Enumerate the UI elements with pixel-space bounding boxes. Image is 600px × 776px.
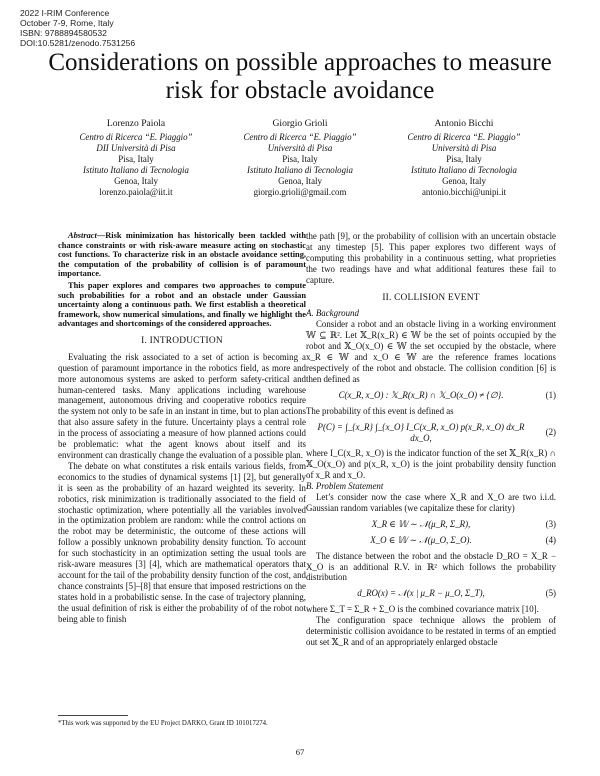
body-paragraph: Evaluating the risk associated to a set of action is becoming a question of paramount importance in the robotics field, as more and more autonomous systems are asked to perform safety-critical and human-centered tasks. Many applications including warehouse management, autonomous driving and cooperative robotics require the system not only to be safe in an instant in time, but to plan actions that also assure safety in the future. Uncertainty plays a central role in the process of associating a measure of how planned actions could be problematic: what the agent knows about itself and its environment can drastically change the evaluation of a possible plan. (58, 351, 306, 460)
body-paragraph: where I_C(x_R, x_O) is the indicator function of the set 𝕏_R(x_R) ∩ 𝕏_O(x_O) and p(x_R, x_O) is the joint probability density function of x_R and x_O. (306, 448, 556, 481)
author-email: giorgio.grioli@gmail.com (253, 187, 347, 197)
location: Pisa, Italy (282, 154, 318, 164)
author-email: lorenzo.paiola@iit.it (99, 187, 173, 197)
author-name: Giorgio Grioli (272, 118, 328, 129)
section-heading-introduction: I. INTRODUCTION (141, 335, 223, 346)
author-name: Lorenzo Paiola (106, 118, 166, 129)
equation-4 (306, 535, 556, 546)
header-line: October 7-9, Rome, Italy (20, 18, 114, 28)
author-name: Antonio Bicchi (434, 118, 494, 129)
equation-body: P(C) = ∫_{x_R} ∫_{x_O} I_C(x_R, x_O) p(x_R, x_O) dx_R dx_O, (317, 421, 525, 443)
equation-body: X_R ∈ 𝕎 ∼ 𝒩(μ_R, Σ_R), (371, 518, 471, 529)
affiliation: DII Università di Pisa (96, 143, 176, 153)
header-line: 2022 I-RIM Conference (20, 8, 110, 18)
equation-body: X_O ∈ 𝕎 ∼ 𝒩(μ_O, Σ_O). (370, 534, 472, 545)
abstract-paragraph: This paper explores and compares two approaches to compute such probabilities for a robot and an obstacle under Gaussian uncertainty along a continuous path. We first establish a theoretical framework, show numerical simulations, and finally we highlight the advantages and shortcomings of the considered approaches. (58, 280, 306, 329)
conference-header (20, 8, 135, 48)
equation-1 (306, 390, 556, 401)
equation-number: (2) (545, 427, 556, 438)
body-paragraph: The configuration space technique allows the problem of deterministic collision avoidance to be restated in terms of an emptied out set 𝕏_R and of an appropriately enlarged obstacle (306, 615, 556, 647)
affiliation: Università di Pisa (267, 143, 333, 153)
equation-number: (1) (545, 389, 556, 400)
header-line: ISBN: 9788894580532 (20, 28, 107, 38)
subsection-heading-background: A. Background (306, 308, 359, 319)
subsection-heading-problem-statement: B. Problem Statement (306, 481, 384, 492)
equation-3 (306, 519, 556, 530)
abstract-lead: Abstract (68, 231, 97, 240)
title-line: Considerations on possible approaches to measure (48, 49, 552, 76)
abstract (58, 231, 306, 329)
location: Genoa, Italy (114, 176, 158, 186)
author-grioli (220, 118, 380, 198)
affiliation: Istituto Italiano di Tecnologia (247, 165, 353, 175)
body-paragraph: The distance between the robot and the obstacle D_RO = X_R − X_O is an additional R.V. in ℝ² which follows the probability distribution (306, 550, 556, 583)
abstract-paragraph: —Risk minimization has historically been tackled with chance constraints or with risk-aware measure acting on stochastic cost functions. To characterize risk in an obstacle avoidance setting, the computation of the probability of collision is of paramount importance. (58, 231, 306, 279)
body-paragraph: Consider a robot and an obstacle living in a working environment 𝕎 ⊆ ℝ². Let 𝕏_R(x_R) ∈ 𝕎 be the set of points occupied by the robot and 𝕏_O(x_O) ∈ 𝕎 the set occupied by the obstacle, where x_R ∈ 𝕎 and x_O ∈ 𝕎 are the reference frames locations respectively of the robot and obstacle. The collision condition [6] is then defined as (306, 319, 556, 384)
footnote-text: *This work was supported by the EU Project DARKO, Grant ID 101017274. (58, 720, 268, 727)
footnote (58, 720, 306, 728)
paper-title (40, 49, 560, 105)
header-line: DOI:10.5281/zenodo.7531256 (20, 38, 136, 48)
equation-number: (4) (545, 534, 556, 545)
equation-2 (306, 422, 556, 444)
location: Genoa, Italy (278, 176, 322, 186)
equation-number: (5) (545, 588, 556, 599)
author-email: antonio.bicchi@unipi.it (421, 187, 507, 197)
left-column (58, 231, 306, 625)
right-column (306, 231, 556, 648)
equation-body: d_RO(x) = 𝒩(x | μ_R − μ_O, Σ_T), (357, 588, 485, 599)
equation-number: (3) (545, 518, 556, 529)
body-paragraph: The probability of this event is defined as (306, 405, 454, 416)
location: Pisa, Italy (446, 154, 482, 164)
author-bicchi (384, 118, 544, 198)
body-paragraph: The debate on what constitutes a risk entails various fields, from economics to the studies of dynamical systems [1] [2], but generally it is seen as the probability of an hazard weighted its severity. In robotics, risk minimization is traditionally associated to the field of stochastic optimization, where potentially all the variables involved in the optimization problem are random: while the control actions on the robot may be deterministic, the outcome of these actions will follow a possibly unknown probability density function. To account for such stochasticity in an optimization setting the usual tools are risk-aware measures [3] [4], which are mathematical operators that account for the tail of the probability density function of the cost, and chance constraints [5]–[8] that ensure that imposed restrictions on the states hold in a probabilistic sense. In the case of trajectory planning, the usual definition of risk is either the probability of of the robot not being able to finish (58, 460, 306, 624)
body-paragraph: Let’s consider now the case where X_R and X_O are two i.i.d. Gaussian random variables (we capitalize these for clarity) (306, 492, 556, 513)
page-number: 67 (295, 747, 305, 757)
body-paragraph: where Σ_T = Σ_R + Σ_O is the combined covariance matrix [10]. (306, 604, 539, 615)
affiliation: Istituto Italiano di Tecnologia (83, 165, 189, 175)
affiliation: Istituto Italiano di Tecnologia (411, 165, 517, 175)
equation-body: C(x_R, x_O) : 𝕏_R(x_R) ∩ 𝕏_O(x_O) ≠ {∅}. (338, 389, 504, 400)
affiliation: Università di Pisa (431, 143, 497, 153)
affiliation: Centro di Ricerca “E. Piaggio” (407, 132, 521, 142)
location: Pisa, Italy (118, 154, 154, 164)
affiliation: Centro di Ricerca “E. Piaggio” (79, 132, 193, 142)
location: Genoa, Italy (442, 176, 486, 186)
title-line: risk for obstacle avoidance (165, 77, 435, 104)
author-paiola (56, 118, 216, 198)
body-paragraph: the path [9], or the probability of collision with an uncertain obstacle at any timestep [5]. This paper explores two different ways of computing this probability in a continuous setting, what proprieties the two readings have and what additional features these fail to capture. (306, 231, 556, 285)
section-heading-collision-event: II. COLLISION EVENT (382, 292, 480, 303)
affiliation: Centro di Ricerca “E. Piaggio” (243, 132, 357, 142)
author-block (56, 118, 544, 198)
equation-5 (306, 588, 556, 599)
footnote-rule (58, 715, 128, 716)
